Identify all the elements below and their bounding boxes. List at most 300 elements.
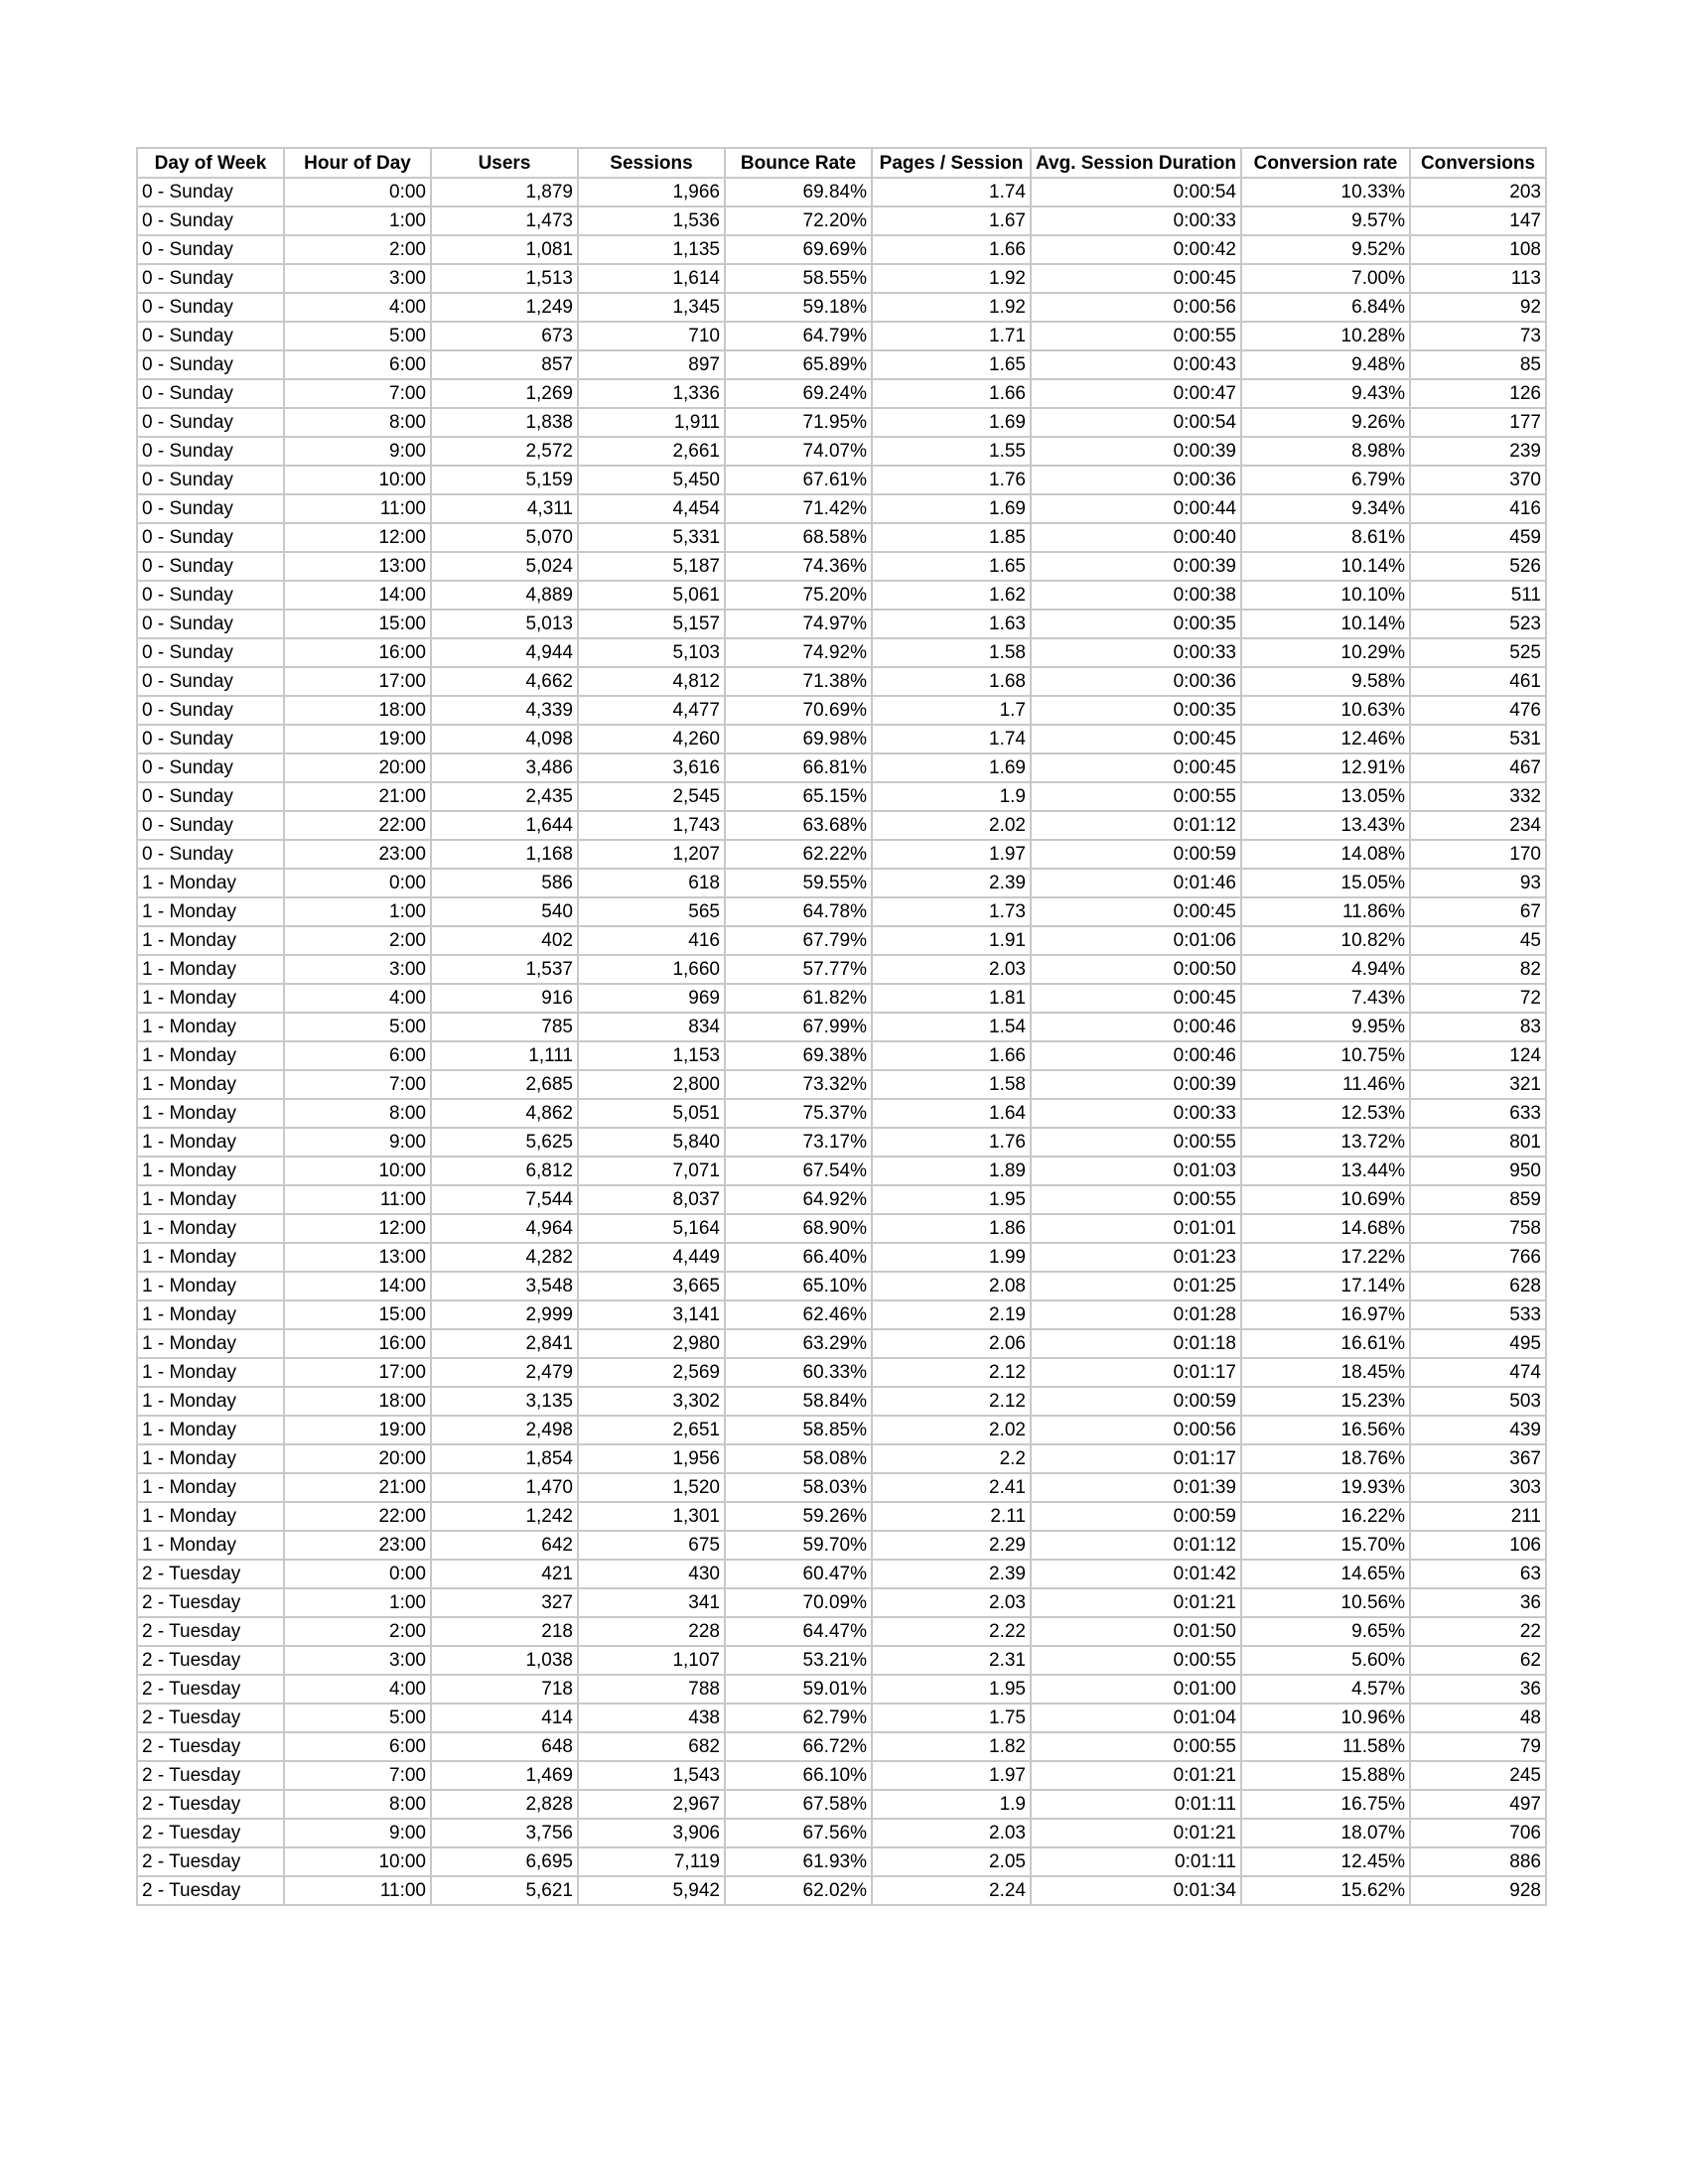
table-cell: 83: [1410, 1013, 1546, 1041]
table-cell: 1,537: [431, 955, 578, 984]
table-cell: 0:00:35: [1031, 610, 1241, 638]
table-cell: 228: [578, 1617, 725, 1646]
table-cell: 2,435: [431, 782, 578, 811]
table-cell: 1 - Monday: [137, 1358, 284, 1387]
table-cell: 1,911: [578, 408, 725, 437]
table-cell: 10.33%: [1241, 178, 1410, 206]
table-cell: 0:00: [284, 1560, 431, 1588]
table-cell: 113: [1410, 264, 1546, 293]
table-row: [137, 1272, 1546, 1300]
table-cell: 0:00:47: [1031, 379, 1241, 408]
table-cell: 0 - Sunday: [137, 696, 284, 725]
table-cell: 4:00: [284, 984, 431, 1013]
table-cell: 758: [1410, 1214, 1546, 1243]
table-cell: 1:00: [284, 206, 431, 235]
table-cell: 0:00:45: [1031, 984, 1241, 1013]
table-cell: 2 - Tuesday: [137, 1646, 284, 1675]
table-cell: 0:00:55: [1031, 1128, 1241, 1157]
table-cell: 416: [1410, 494, 1546, 523]
table-row: [137, 1617, 1546, 1646]
table-cell: 13.05%: [1241, 782, 1410, 811]
table-cell: 8.98%: [1241, 437, 1410, 466]
table-cell: 9.57%: [1241, 206, 1410, 235]
table-cell: 17.22%: [1241, 1243, 1410, 1272]
table-cell: 4,862: [431, 1099, 578, 1128]
table-cell: 6.84%: [1241, 293, 1410, 322]
table-cell: 60.33%: [725, 1358, 872, 1387]
table-cell: 5,024: [431, 552, 578, 581]
table-row: [137, 869, 1546, 897]
table-cell: 0 - Sunday: [137, 610, 284, 638]
table-cell: 10:00: [284, 1847, 431, 1876]
table-cell: 1.7: [872, 696, 1031, 725]
table-cell: 5,164: [578, 1214, 725, 1243]
table-row: [137, 581, 1546, 610]
table-row: [137, 1243, 1546, 1272]
table-cell: 14:00: [284, 1272, 431, 1300]
table-cell: 68.58%: [725, 523, 872, 552]
table-cell: 5,625: [431, 1128, 578, 1157]
table-cell: 4:00: [284, 293, 431, 322]
table-cell: 5,157: [578, 610, 725, 638]
table-cell: 57.77%: [725, 955, 872, 984]
table-cell: 327: [431, 1588, 578, 1617]
table-cell: 5.60%: [1241, 1646, 1410, 1675]
table-cell: 12.46%: [1241, 725, 1410, 753]
table-cell: 0 - Sunday: [137, 264, 284, 293]
table-cell: 10.82%: [1241, 926, 1410, 955]
table-cell: 0:00:40: [1031, 523, 1241, 552]
table-cell: 706: [1410, 1819, 1546, 1847]
table-cell: 303: [1410, 1473, 1546, 1502]
table-cell: 1 - Monday: [137, 984, 284, 1013]
table-cell: 1.65: [872, 552, 1031, 581]
table-cell: 1,536: [578, 206, 725, 235]
table-cell: 18.45%: [1241, 1358, 1410, 1387]
table-cell: 3:00: [284, 1646, 431, 1675]
table-cell: 439: [1410, 1416, 1546, 1444]
table-cell: 0:00: [284, 178, 431, 206]
table-row: [137, 1358, 1546, 1387]
column-header: Pages / Session: [872, 148, 1031, 178]
table-row: [137, 1531, 1546, 1560]
table-cell: 5,070: [431, 523, 578, 552]
table-cell: 11.58%: [1241, 1732, 1410, 1761]
table-cell: 9:00: [284, 437, 431, 466]
table-cell: 62.22%: [725, 840, 872, 869]
table-cell: 3,135: [431, 1387, 578, 1416]
table-cell: 0:01:11: [1031, 1790, 1241, 1819]
table-cell: 4,812: [578, 667, 725, 696]
table-cell: 1.71: [872, 322, 1031, 350]
table-row: [137, 235, 1546, 264]
table-row: [137, 466, 1546, 494]
column-header: Bounce Rate: [725, 148, 872, 178]
table-cell: 0:00:56: [1031, 1416, 1241, 1444]
table-cell: 5:00: [284, 322, 431, 350]
table-cell: 7,071: [578, 1157, 725, 1185]
table-cell: 13.44%: [1241, 1157, 1410, 1185]
table-cell: 1 - Monday: [137, 1531, 284, 1560]
table-cell: 67.58%: [725, 1790, 872, 1819]
table-cell: 1,520: [578, 1473, 725, 1502]
table-cell: 13:00: [284, 552, 431, 581]
table-cell: 10.14%: [1241, 610, 1410, 638]
table-cell: 1,301: [578, 1502, 725, 1531]
table-cell: 1,838: [431, 408, 578, 437]
table-cell: 886: [1410, 1847, 1546, 1876]
table-cell: 0 - Sunday: [137, 350, 284, 379]
table-cell: 245: [1410, 1761, 1546, 1790]
table-cell: 525: [1410, 638, 1546, 667]
table-cell: 523: [1410, 610, 1546, 638]
table-cell: 2,999: [431, 1300, 578, 1329]
table-cell: 1 - Monday: [137, 1416, 284, 1444]
table-cell: 2.2: [872, 1444, 1031, 1473]
table-cell: 11.46%: [1241, 1070, 1410, 1099]
table-cell: 2.29: [872, 1531, 1031, 1560]
table-cell: 0 - Sunday: [137, 667, 284, 696]
table-cell: 0:01:21: [1031, 1761, 1241, 1790]
table-cell: 7:00: [284, 1070, 431, 1099]
table-cell: 1.66: [872, 235, 1031, 264]
table-cell: 211: [1410, 1502, 1546, 1531]
table-cell: 642: [431, 1531, 578, 1560]
table-cell: 1.73: [872, 897, 1031, 926]
table-cell: 12.91%: [1241, 753, 1410, 782]
data-table: [136, 147, 1547, 1906]
table-cell: 0:00:46: [1031, 1013, 1241, 1041]
table-cell: 75.20%: [725, 581, 872, 610]
table-cell: 675: [578, 1531, 725, 1560]
table-cell: 0:00:55: [1031, 782, 1241, 811]
table-cell: 1,242: [431, 1502, 578, 1531]
table-cell: 72.20%: [725, 206, 872, 235]
table-cell: 2,800: [578, 1070, 725, 1099]
table-cell: 1.9: [872, 782, 1031, 811]
table-cell: 21:00: [284, 1473, 431, 1502]
table-cell: 2 - Tuesday: [137, 1560, 284, 1588]
table-cell: 1.63: [872, 610, 1031, 638]
table-cell: 1.85: [872, 523, 1031, 552]
table-cell: 2 - Tuesday: [137, 1732, 284, 1761]
table-cell: 1.92: [872, 264, 1031, 293]
table-cell: 0:01:04: [1031, 1704, 1241, 1732]
table-cell: 1,513: [431, 264, 578, 293]
table-cell: 15.62%: [1241, 1876, 1410, 1905]
table-cell: 834: [578, 1013, 725, 1041]
table-cell: 1,153: [578, 1041, 725, 1070]
header-row: [137, 148, 1546, 178]
table-cell: 18.76%: [1241, 1444, 1410, 1473]
table-cell: 73: [1410, 322, 1546, 350]
table-cell: 1.69: [872, 753, 1031, 782]
table-cell: 461: [1410, 667, 1546, 696]
table-cell: 2,498: [431, 1416, 578, 1444]
table-cell: 5,840: [578, 1128, 725, 1157]
table-cell: 586: [431, 869, 578, 897]
table-row: [137, 955, 1546, 984]
table-row: [137, 1214, 1546, 1243]
table-row: [137, 1732, 1546, 1761]
table-cell: 4,282: [431, 1243, 578, 1272]
table-cell: 476: [1410, 696, 1546, 725]
table-cell: 21:00: [284, 782, 431, 811]
table-cell: 70.69%: [725, 696, 872, 725]
table-cell: 2.11: [872, 1502, 1031, 1531]
table-cell: 67.99%: [725, 1013, 872, 1041]
table-cell: 1.82: [872, 1732, 1031, 1761]
table-cell: 69.98%: [725, 725, 872, 753]
table-row: [137, 1704, 1546, 1732]
table-row: [137, 1588, 1546, 1617]
table-cell: 0:00:59: [1031, 1387, 1241, 1416]
table-cell: 9:00: [284, 1128, 431, 1157]
table-row: [137, 494, 1546, 523]
table-cell: 0:00:45: [1031, 897, 1241, 926]
table-cell: 1,135: [578, 235, 725, 264]
table-cell: 1.66: [872, 1041, 1031, 1070]
table-cell: 1.95: [872, 1675, 1031, 1704]
table-row: [137, 782, 1546, 811]
table-cell: 12.53%: [1241, 1099, 1410, 1128]
table-row: [137, 1473, 1546, 1502]
table-cell: 1 - Monday: [137, 1099, 284, 1128]
table-cell: 0:00:50: [1031, 955, 1241, 984]
table-cell: 1,956: [578, 1444, 725, 1473]
table-cell: 11:00: [284, 1876, 431, 1905]
table-cell: 13.72%: [1241, 1128, 1410, 1157]
table-cell: 1,107: [578, 1646, 725, 1675]
table-cell: 0 - Sunday: [137, 782, 284, 811]
table-cell: 1,614: [578, 264, 725, 293]
table-cell: 2,545: [578, 782, 725, 811]
table-cell: 67: [1410, 897, 1546, 926]
table-cell: 72: [1410, 984, 1546, 1013]
table-cell: 710: [578, 322, 725, 350]
table-cell: 8,037: [578, 1185, 725, 1214]
table-cell: 0:00:44: [1031, 494, 1241, 523]
table-cell: 0:01:18: [1031, 1329, 1241, 1358]
table-cell: 7,119: [578, 1847, 725, 1876]
table-cell: 9.26%: [1241, 408, 1410, 437]
table-cell: 75.37%: [725, 1099, 872, 1128]
table-cell: 3,756: [431, 1819, 578, 1847]
table-cell: 64.78%: [725, 897, 872, 926]
table-cell: 2.12: [872, 1387, 1031, 1416]
table-row: [137, 437, 1546, 466]
table-cell: 22: [1410, 1617, 1546, 1646]
table-cell: 5,061: [578, 581, 725, 610]
table-row: [137, 1847, 1546, 1876]
table-row: [137, 897, 1546, 926]
table-cell: 0:01:01: [1031, 1214, 1241, 1243]
table-cell: 4:00: [284, 1675, 431, 1704]
table-row: [137, 1444, 1546, 1473]
table-cell: 1,249: [431, 293, 578, 322]
table-cell: 467: [1410, 753, 1546, 782]
table-cell: 648: [431, 1732, 578, 1761]
table-cell: 16:00: [284, 638, 431, 667]
table-cell: 58.55%: [725, 264, 872, 293]
table-cell: 10.63%: [1241, 696, 1410, 725]
table-cell: 58.03%: [725, 1473, 872, 1502]
column-header: Day of Week: [137, 148, 284, 178]
table-cell: 0 - Sunday: [137, 206, 284, 235]
table-cell: 526: [1410, 552, 1546, 581]
table-cell: 9.95%: [1241, 1013, 1410, 1041]
table-cell: 16.97%: [1241, 1300, 1410, 1329]
table-cell: 66.40%: [725, 1243, 872, 1272]
table-cell: 5,159: [431, 466, 578, 494]
table-cell: 1:00: [284, 1588, 431, 1617]
table-cell: 0 - Sunday: [137, 638, 284, 667]
table-cell: 801: [1410, 1128, 1546, 1157]
table-cell: 1 - Monday: [137, 1157, 284, 1185]
table-cell: 3,906: [578, 1819, 725, 1847]
table-cell: 5:00: [284, 1704, 431, 1732]
table-cell: 0:00:33: [1031, 206, 1241, 235]
table-cell: 8:00: [284, 408, 431, 437]
table-row: [137, 1761, 1546, 1790]
table-cell: 4,454: [578, 494, 725, 523]
table-cell: 2:00: [284, 926, 431, 955]
table-cell: 0:00:39: [1031, 1070, 1241, 1099]
table-cell: 1.75: [872, 1704, 1031, 1732]
table-cell: 1,966: [578, 178, 725, 206]
table-cell: 18.07%: [1241, 1819, 1410, 1847]
table-cell: 1 - Monday: [137, 1272, 284, 1300]
table-row: [137, 840, 1546, 869]
table-cell: 6,695: [431, 1847, 578, 1876]
table-cell: 7,544: [431, 1185, 578, 1214]
table-cell: 74.97%: [725, 610, 872, 638]
table-cell: 62: [1410, 1646, 1546, 1675]
table-cell: 0:00:59: [1031, 1502, 1241, 1531]
table-cell: 3,486: [431, 753, 578, 782]
table-cell: 0:00:36: [1031, 667, 1241, 696]
table-cell: 70.09%: [725, 1588, 872, 1617]
table-cell: 497: [1410, 1790, 1546, 1819]
table-cell: 18:00: [284, 1387, 431, 1416]
table-cell: 6:00: [284, 1732, 431, 1761]
table-cell: 71.38%: [725, 667, 872, 696]
table-cell: 0:00:36: [1031, 466, 1241, 494]
table-row: [137, 523, 1546, 552]
table-cell: 2,828: [431, 1790, 578, 1819]
table-cell: 1,269: [431, 379, 578, 408]
table-cell: 170: [1410, 840, 1546, 869]
table-cell: 0:00:35: [1031, 696, 1241, 725]
table-cell: 14.08%: [1241, 840, 1410, 869]
table-cell: 1,207: [578, 840, 725, 869]
table-cell: 9.65%: [1241, 1617, 1410, 1646]
table-cell: 4,449: [578, 1243, 725, 1272]
table-cell: 62.02%: [725, 1876, 872, 1905]
table-row: [137, 1157, 1546, 1185]
table-cell: 12:00: [284, 523, 431, 552]
table-cell: 370: [1410, 466, 1546, 494]
table-cell: 0:01:12: [1031, 811, 1241, 840]
table-row: [137, 379, 1546, 408]
table-cell: 0 - Sunday: [137, 552, 284, 581]
table-row: [137, 1876, 1546, 1905]
table-cell: 1 - Monday: [137, 1502, 284, 1531]
table-cell: 0:00:39: [1031, 552, 1241, 581]
table-cell: 12:00: [284, 1214, 431, 1243]
table-cell: 1 - Monday: [137, 1041, 284, 1070]
table-cell: 1,336: [578, 379, 725, 408]
table-cell: 0:01:12: [1031, 1531, 1241, 1560]
table-cell: 2.39: [872, 869, 1031, 897]
table-cell: 0:00:56: [1031, 293, 1241, 322]
table-cell: 414: [431, 1704, 578, 1732]
table-cell: 10:00: [284, 466, 431, 494]
table-cell: 15.70%: [1241, 1531, 1410, 1560]
table-cell: 4,260: [578, 725, 725, 753]
table-cell: 533: [1410, 1300, 1546, 1329]
table-cell: 64.92%: [725, 1185, 872, 1214]
table-cell: 2.08: [872, 1272, 1031, 1300]
table-cell: 8.61%: [1241, 523, 1410, 552]
table-cell: 1,854: [431, 1444, 578, 1473]
table-cell: 2.19: [872, 1300, 1031, 1329]
table-cell: 2 - Tuesday: [137, 1819, 284, 1847]
table-cell: 0:01:42: [1031, 1560, 1241, 1588]
table-cell: 17:00: [284, 1358, 431, 1387]
table-cell: 92: [1410, 293, 1546, 322]
table-row: [137, 1128, 1546, 1157]
table-cell: 1.89: [872, 1157, 1031, 1185]
table-cell: 495: [1410, 1329, 1546, 1358]
table-cell: 0:00:59: [1031, 840, 1241, 869]
table-cell: 4,311: [431, 494, 578, 523]
table-cell: 4,477: [578, 696, 725, 725]
table-cell: 18:00: [284, 696, 431, 725]
table-cell: 20:00: [284, 1444, 431, 1473]
table-row: [137, 1416, 1546, 1444]
table-cell: 9.34%: [1241, 494, 1410, 523]
table-cell: 0:00:45: [1031, 264, 1241, 293]
table-cell: 79: [1410, 1732, 1546, 1761]
table-cell: 2.22: [872, 1617, 1031, 1646]
table-cell: 5:00: [284, 1013, 431, 1041]
table-cell: 1 - Monday: [137, 1185, 284, 1214]
table-cell: 10.28%: [1241, 322, 1410, 350]
table-row: [137, 926, 1546, 955]
table-cell: 11:00: [284, 1185, 431, 1214]
table-cell: 0:00:39: [1031, 437, 1241, 466]
table-cell: 6.79%: [1241, 466, 1410, 494]
table-cell: 3,548: [431, 1272, 578, 1300]
table-cell: 2 - Tuesday: [137, 1675, 284, 1704]
table-cell: 68.90%: [725, 1214, 872, 1243]
table-cell: 8:00: [284, 1790, 431, 1819]
table-cell: 1 - Monday: [137, 1013, 284, 1041]
table-cell: 633: [1410, 1099, 1546, 1128]
table-cell: 2,651: [578, 1416, 725, 1444]
table-cell: 341: [578, 1588, 725, 1617]
table-cell: 1.97: [872, 840, 1031, 869]
table-cell: 421: [431, 1560, 578, 1588]
table-cell: 0:00:42: [1031, 235, 1241, 264]
table-cell: 1.95: [872, 1185, 1031, 1214]
table-cell: 531: [1410, 725, 1546, 753]
table-cell: 73.17%: [725, 1128, 872, 1157]
table-cell: 1,081: [431, 235, 578, 264]
table-cell: 10.96%: [1241, 1704, 1410, 1732]
table-cell: 0:00:54: [1031, 178, 1241, 206]
